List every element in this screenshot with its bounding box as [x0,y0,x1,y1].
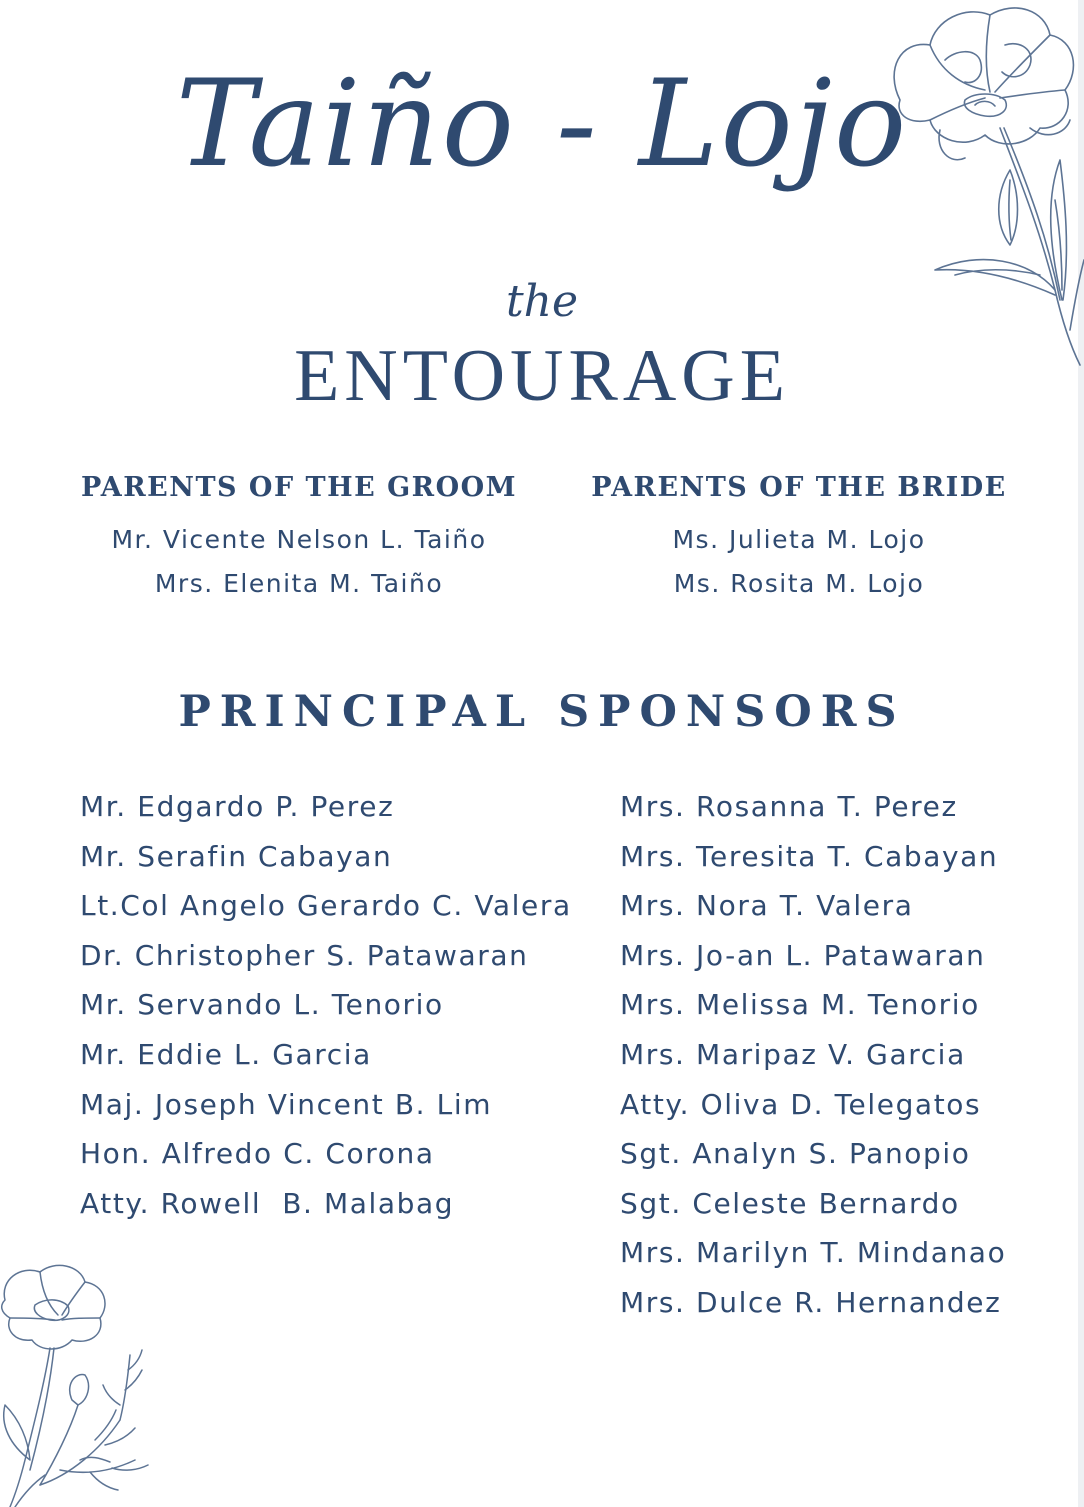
groom-father: Mr. Vicente Nelson L. Taiño [111,525,487,554]
flower-icon [0,1260,170,1507]
list-item: Mrs. Jo-an L. Patawaran [620,938,986,972]
bride-parent-2: Ms. Rosita M. Lojo [673,569,925,598]
principal-sponsors-heading: PRINCIPAL SPONSORS [178,687,906,737]
list-item: Atty. Rowell B. Malabag [80,1186,455,1220]
list-item: Maj. Joseph Vincent B. Lim [80,1087,493,1121]
parents-of-groom [64,468,534,606]
list-item: Mrs. Nora T. Valera [620,889,914,923]
list-item: Mrs. Melissa M. Tenorio [620,988,980,1022]
parents-of-bride [564,468,1034,606]
couple-title: Taiño - Lojo [175,55,909,194]
list-item: Mrs. Dulce R. Hernandez [620,1285,1002,1319]
groom-mother: Mrs. Elenita M. Taiño [154,569,444,598]
list-item: Lt.Col Angelo Gerardo C. Valera [80,889,572,923]
list-item: Sgt. Celeste Bernardo [620,1186,960,1220]
list-item: Hon. Alfredo C. Corona [80,1137,435,1171]
list-item: Mr. Servando L. Tenorio [80,988,444,1022]
list-item: Mr. Eddie L. Garcia [80,1037,372,1071]
list-item: Mr. Edgardo P. Perez [80,790,395,823]
bride-parents-heading: PARENTS OF THE BRIDE [591,472,1007,503]
list-item: Mr. Serafin Cabayan [80,839,393,873]
the-script: the [505,276,579,327]
sponsors-left-column [80,782,572,1228]
list-item: Atty. Oliva D. Telegatos [620,1087,982,1121]
list-item: Dr. Christopher S. Patawaran [80,938,529,972]
bride-parent-1: Ms. Julieta M. Lojo [672,525,926,554]
list-item: Mrs. Maripaz V. Garcia [620,1037,966,1071]
groom-parents-heading: PARENTS OF THE GROOM [80,472,518,503]
entourage-heading: ENTOURAGE [294,335,790,417]
list-item: Mrs. Teresita T. Cabayan [620,839,999,873]
list-item: Mrs. Marilyn T. Mindanao [620,1236,1007,1270]
sponsors-right-column [620,782,1006,1328]
list-item: Mrs. Rosanna T. Perez [620,790,958,823]
list-item: Sgt. Analyn S. Panopio [620,1137,971,1171]
